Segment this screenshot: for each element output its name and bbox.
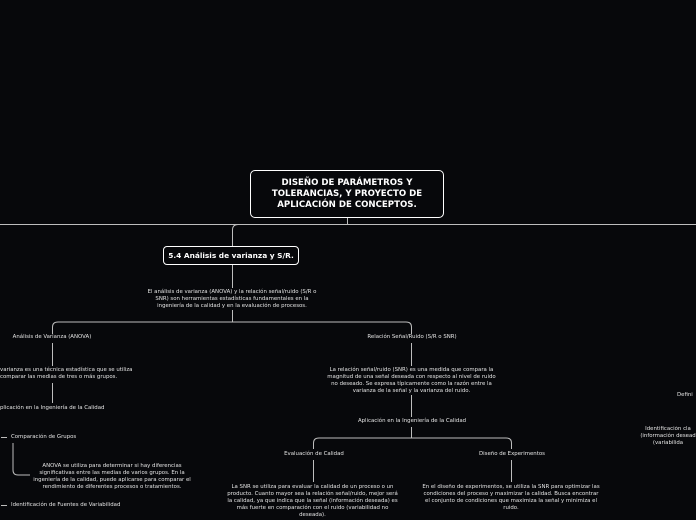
section-topic[interactable] — [163, 246, 299, 265]
section-title: 5.4 Análisis de varianza y S/R. — [168, 251, 294, 260]
root-topic[interactable] — [250, 170, 444, 218]
snr-evaluation-detail: La SNR se utiliza para evaluar la calidad de un proceso o un producto. Cuanto mayor sea la relación señal/ruido, mejor será la calidad, ya que indica que la señal (información deseada) es más fuerte en comparación con el ruido (variabilidad no deseada). — [227, 484, 398, 518]
anova-title[interactable]: Análisis de Varianza (ANOVA) — [12, 334, 92, 340]
anova-item-variability[interactable]: Identificación de Fuentes de Variabilidad — [11, 502, 121, 508]
snr-doe-detail: En el diseño de experimentos, se utiliza la SNR para optimizar las condiciones del proceso y maximizar la calidad. Busca encontrar el conjunto de condiciones que maximiza la señal y minimiza el ruido. — [422, 484, 600, 511]
right-edge-label-2: Identificación cla (información desead (variabilida — [640, 426, 696, 446]
anova-item-comparison[interactable]: Comparación de Grupos — [11, 434, 77, 440]
section-description: El análisis de varianza (ANOVA) y la relación señal/ruido (S/R o SNR) son herramientas estadísticas fundamentales en la ingeniería de la calidad y en la evaluación de procesos. — [147, 289, 317, 309]
snr-description: La relación señal/ruido (SNR) es una medida que compara la magnitud de una señal deseada con respecto al nivel de ruido no deseado. Se expresa típicamente como la razón entre la varianza de la señal y la varianza del ruido. — [327, 367, 496, 394]
snr-application-title[interactable]: Aplicación en la Ingeniería de la Calidad — [357, 418, 467, 424]
snr-evaluation-title[interactable]: Evaluación de Calidad — [284, 451, 344, 457]
right-edge-label-1[interactable]: Defini — [677, 392, 693, 398]
anova-item-comparison-detail: ANOVA se utiliza para determinar si hay diferencias significativas entre las medias de varios grupos. En la ingeniería de la calidad, puede aplicarse para comparar el rendimiento de diferentes procesos o tratamientos. — [33, 463, 191, 490]
anova-application-title[interactable]: plicación en la Ingeniería de la Calidad — [0, 405, 105, 411]
anova-description: varianza es una técnica estadística que se utiliza comparar las medias de tres o más grupos. — [0, 367, 133, 380]
snr-doe-title[interactable]: Diseño de Experimentos — [479, 451, 545, 457]
root-title: DISEÑO DE PARÁMETROS Y TOLERANCIAS, Y PROYECTO DE APLICACIÓN DE CONCEPTOS. — [271, 177, 423, 210]
snr-title[interactable]: Relación Señal/Ruido (S/R o SNR) — [367, 334, 457, 340]
